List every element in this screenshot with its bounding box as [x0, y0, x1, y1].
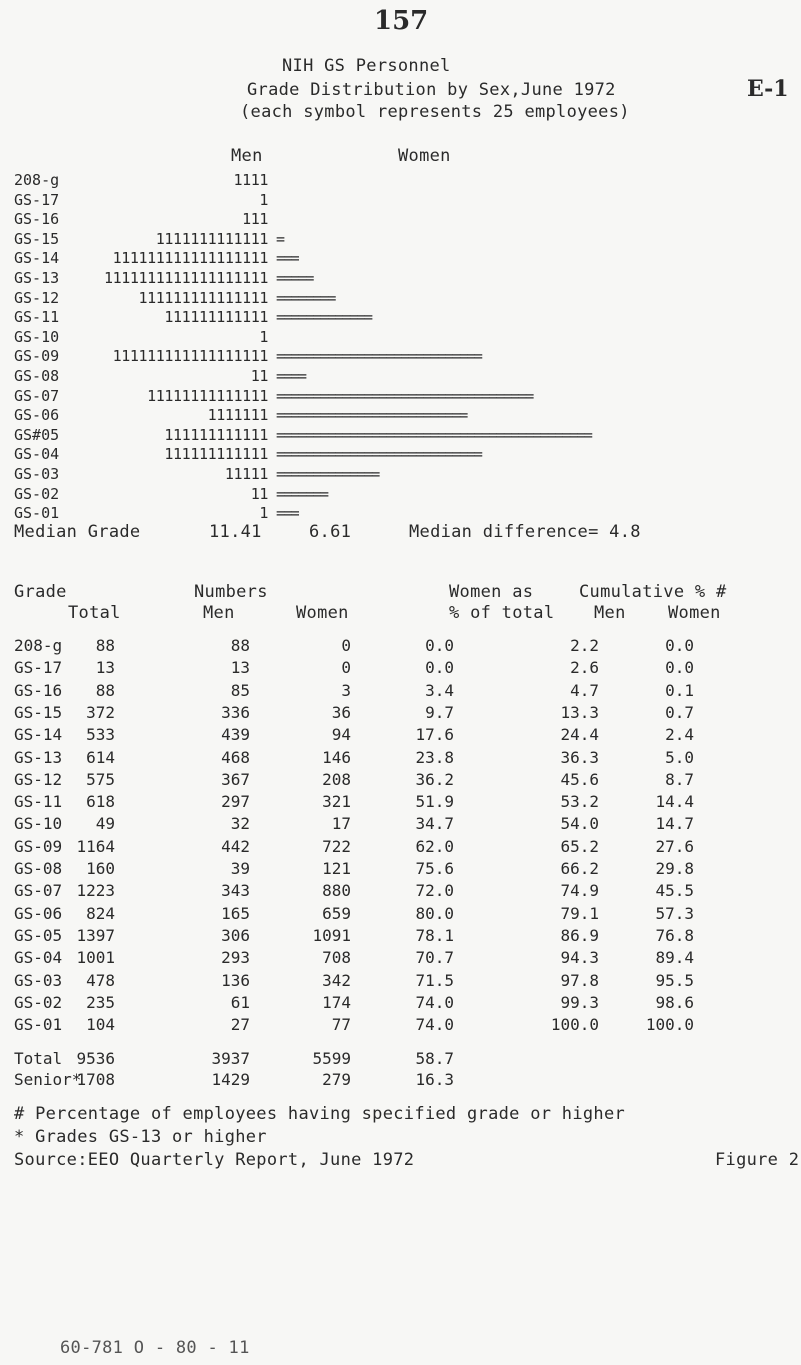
table-cell-women-pct: 34.7 — [415, 814, 454, 834]
table-cell-women-pct: 3.4 — [425, 680, 454, 700]
table-cell-women: 880 — [322, 881, 351, 901]
table-cell-cum-men: 45.6 — [560, 769, 599, 789]
figure-label: Figure 2 — [715, 1150, 800, 1170]
table-cell-women: 708 — [322, 948, 351, 968]
table-cell-cum-men: 100.0 — [550, 1015, 599, 1035]
histogram-women-bar: ============================ — [276, 347, 482, 366]
histogram-row — [0, 426, 801, 444]
table-cell-women-pct: 9.7 — [425, 702, 454, 722]
histogram-men-bar: 111111111111111111 — [112, 249, 268, 268]
table-cell-women: 208 — [322, 769, 351, 789]
table-cell-cum-women: 100.0 — [645, 1015, 694, 1035]
histogram-row — [0, 308, 801, 326]
table-cell-women-pct: 17.6 — [415, 725, 454, 745]
table-cell-cum-men: 54.0 — [560, 814, 599, 834]
histogram-men-bar: 111111111111111111 — [112, 347, 268, 366]
table-cell-men: 367 — [221, 769, 250, 789]
table-cell-grade: GS-17 — [14, 658, 63, 678]
table-cell-cum-men: 79.1 — [560, 903, 599, 923]
table-cell-cum-women: 0.0 — [665, 658, 694, 678]
table-cell-men: 439 — [221, 725, 250, 745]
table-cell-total: 1397 — [76, 925, 115, 945]
histogram-grade-label: GS-12 — [14, 288, 60, 307]
table-cell-cum-men: 86.9 — [560, 925, 599, 945]
table-cell-cum-men: 24.4 — [560, 725, 599, 745]
table-header-men: Men — [203, 603, 235, 623]
table-cell-cum-men: 66.2 — [560, 859, 599, 878]
table-cell-grade: GS-12 — [14, 769, 63, 789]
histogram-grade-label: GS-14 — [14, 249, 60, 268]
table-cell-women-pct: 62.0 — [415, 836, 454, 856]
histogram-grade-label: GS-13 — [14, 269, 60, 287]
table-cell-grade: GS-07 — [14, 881, 63, 901]
table-cell-grade: 208-g — [14, 636, 63, 655]
histogram-men-bar: 1 — [259, 190, 268, 209]
table-cell-cum-women: 29.8 — [655, 859, 694, 878]
table-cell-men: 336 — [221, 702, 250, 722]
footnote-senior: * Grades GS-13 or higher — [14, 1127, 267, 1147]
table-cell-total: 533 — [86, 725, 115, 745]
table-cell-women-pct: 74.0 — [415, 992, 454, 1012]
histogram-women-bar: ============== — [276, 465, 379, 483]
histogram-men-bar: 11111111111111 — [147, 386, 268, 405]
table-cell-total: 1001 — [76, 948, 115, 968]
histogram-women-bar: =================================== — [276, 386, 533, 405]
table-cell-cum-men: 4.7 — [570, 680, 599, 700]
table-cell-grade: GS-10 — [14, 814, 63, 834]
table-cell-women: 722 — [322, 836, 351, 856]
table-cell-women: 3 — [341, 680, 351, 700]
table-cell-cum-women: 0.1 — [665, 680, 694, 700]
histogram-men-bar: 111 — [242, 210, 268, 229]
histogram-men-bar: 11 — [250, 484, 268, 503]
table-cell-total: 88 — [95, 680, 115, 700]
table-cell-grade: GS-08 — [14, 859, 63, 878]
table-cell-women-pct: 58.7 — [415, 1049, 454, 1068]
histogram-women-bar: === — [276, 504, 298, 523]
histogram-men-bar: 1111111 — [207, 406, 268, 425]
table-cell-total: 104 — [86, 1015, 115, 1035]
table-cell-women-pct: 51.9 — [415, 792, 454, 812]
table-cell-cum-women: 0.7 — [665, 702, 694, 722]
table-cell-grade: GS-14 — [14, 725, 63, 745]
table-cell-men: 13 — [230, 658, 250, 678]
histogram-women-bar: ======= — [276, 484, 328, 503]
table-row — [0, 859, 801, 881]
histogram-row — [0, 289, 801, 307]
histogram-men-bar: 11 — [250, 367, 268, 385]
histogram-grade-label: GS-10 — [14, 327, 60, 346]
table-cell-total: 824 — [86, 903, 115, 923]
histogram-men-bar: 111111111111 — [164, 445, 268, 464]
print-code: 60-781 O - 80 - 11 — [60, 1338, 250, 1358]
histogram-men-bar: 1111111111111111111 — [104, 269, 268, 287]
histogram-row — [0, 406, 801, 424]
histogram-row — [0, 445, 801, 463]
histogram-men-bar: 11111 — [224, 465, 268, 483]
table-cell-men: 1429 — [211, 1070, 250, 1089]
table-row — [0, 1070, 801, 1092]
table-row — [0, 658, 801, 680]
histogram-grade-label: GS-15 — [14, 229, 60, 248]
table-cell-grade: Senior* — [14, 1070, 82, 1089]
histogram-grade-label: GS-07 — [14, 386, 60, 405]
table-header-total: Total — [68, 603, 121, 623]
table-cell-total: 614 — [86, 747, 115, 767]
table-cell-total: 1708 — [76, 1070, 115, 1089]
table-cell-cum-men: 2.2 — [570, 636, 599, 655]
table-row — [0, 837, 801, 859]
histogram-women-bar: ========================== — [276, 406, 467, 425]
table-cell-women-pct: 78.1 — [415, 925, 454, 945]
table-cell-women: 279 — [322, 1070, 351, 1089]
table-row — [0, 748, 801, 770]
table-cell-grade: GS-15 — [14, 702, 63, 722]
table-cell-grade: GS-05 — [14, 925, 63, 945]
table-row — [0, 1049, 801, 1071]
table-cell-men: 32 — [230, 814, 250, 834]
table-cell-cum-women: 76.8 — [655, 925, 694, 945]
table-cell-men: 165 — [221, 903, 250, 923]
table-cell-cum-men: 53.2 — [560, 792, 599, 812]
histogram-women-bar: ============= — [276, 308, 372, 327]
table-cell-total: 372 — [86, 702, 115, 722]
table-cell-grade: GS-16 — [14, 680, 63, 700]
table-cell-women: 77 — [331, 1015, 351, 1035]
table-cell-men: 297 — [221, 792, 250, 812]
table-cell-cum-men: 13.3 — [560, 702, 599, 722]
histogram-men-bar: 1111 — [233, 171, 268, 189]
table-row — [0, 814, 801, 836]
table-cell-total: 575 — [86, 769, 115, 789]
table-cell-cum-women: 8.7 — [665, 769, 694, 789]
table-cell-women: 1091 — [312, 925, 351, 945]
table-cell-men: 343 — [221, 881, 250, 901]
histogram-row — [0, 367, 801, 385]
table-row — [0, 904, 801, 926]
histogram-row — [0, 347, 801, 365]
histogram-row — [0, 269, 801, 287]
table-cell-women: 342 — [322, 970, 351, 990]
histogram-women-bar: = — [276, 229, 284, 248]
table-header-cumulative: Cumulative % # — [579, 582, 727, 602]
table-cell-men: 39 — [230, 859, 250, 878]
table-cell-cum-women: 57.3 — [655, 903, 694, 923]
table-cell-total: 88 — [95, 636, 115, 655]
histogram-row — [0, 465, 801, 483]
table-cell-total: 478 — [86, 970, 115, 990]
table-row — [0, 948, 801, 970]
table-cell-women-pct: 16.3 — [415, 1070, 454, 1089]
table-cell-women: 36 — [331, 702, 351, 722]
table-cell-cum-women: 95.5 — [655, 970, 694, 990]
histogram-men-bar: 111111111111 — [164, 308, 268, 327]
table-cell-women-pct: 74.0 — [415, 1015, 454, 1035]
median-grade-label: Median Grade — [14, 522, 141, 542]
footnote-cumulative: # Percentage of employees having specified grade or higher — [14, 1104, 626, 1124]
median-difference: Median difference= 4.8 — [409, 522, 641, 542]
histogram-grade-label: 208-g — [14, 171, 60, 189]
histogram-men-bar: 1111111111111 — [155, 229, 268, 248]
histogram-row — [0, 230, 801, 248]
histogram-row — [0, 485, 801, 503]
table-row — [0, 926, 801, 948]
histogram-women-bar: ===== — [276, 269, 313, 287]
table-cell-women: 0 — [341, 636, 351, 655]
table-row — [0, 703, 801, 725]
table-row — [0, 971, 801, 993]
table-header-cum-women: Women — [668, 603, 721, 623]
table-cell-men: 293 — [221, 948, 250, 968]
table-cell-grade: GS-06 — [14, 903, 63, 923]
table-cell-men: 88 — [230, 636, 250, 655]
table-cell-men: 61 — [230, 992, 250, 1012]
table-cell-total: 9536 — [76, 1049, 115, 1068]
table-cell-women: 121 — [322, 859, 351, 878]
table-cell-women-pct: 0.0 — [425, 636, 454, 655]
table-cell-women: 659 — [322, 903, 351, 923]
histogram-grade-label: GS-11 — [14, 308, 60, 327]
table-header-cum-men: Men — [594, 603, 626, 623]
table-cell-cum-men: 65.2 — [560, 836, 599, 856]
title-line-1: NIH GS Personnel — [282, 56, 451, 76]
table-cell-cum-men: 94.3 — [560, 948, 599, 968]
table-cell-grade: Total — [14, 1049, 63, 1068]
table-row — [0, 792, 801, 814]
table-cell-total: 235 — [86, 992, 115, 1012]
table-cell-men: 85 — [230, 680, 250, 700]
table-cell-total: 49 — [95, 814, 115, 834]
table-row — [0, 681, 801, 703]
histogram-men-bar: 111111111111 — [164, 425, 268, 444]
table-cell-total: 160 — [86, 859, 115, 878]
table-cell-cum-women: 27.6 — [655, 836, 694, 856]
table-cell-women: 94 — [331, 725, 351, 745]
table-cell-total: 1223 — [76, 881, 115, 901]
table-cell-total: 13 — [95, 658, 115, 678]
table-cell-cum-women: 14.7 — [655, 814, 694, 834]
histogram-grade-label: GS-16 — [14, 210, 60, 229]
histogram-grade-label: GS-17 — [14, 190, 60, 209]
median-men-value: 11.41 — [209, 522, 262, 542]
histogram-men-bar: 1 — [259, 327, 268, 346]
histogram-grade-label: GS-06 — [14, 406, 60, 425]
histogram-row — [0, 387, 801, 405]
median-women-value: 6.61 — [309, 522, 352, 542]
table-cell-women-pct: 72.0 — [415, 881, 454, 901]
table-cell-total: 618 — [86, 792, 115, 812]
histogram-women-bar: === — [276, 249, 298, 268]
table-cell-cum-women: 5.0 — [665, 747, 694, 767]
histogram-grade-label: GS-02 — [14, 484, 60, 503]
table-cell-cum-men: 99.3 — [560, 992, 599, 1012]
histogram-women-header: Women — [398, 146, 451, 166]
table-cell-cum-men: 97.8 — [560, 970, 599, 990]
histogram-grade-label: GS-01 — [14, 504, 60, 523]
table-cell-women: 5599 — [312, 1049, 351, 1068]
table-cell-grade: GS-13 — [14, 747, 63, 767]
table-cell-grade: GS-02 — [14, 992, 63, 1012]
title-line-2: Grade Distribution by Sex,June 1972 — [247, 80, 616, 100]
table-row — [0, 725, 801, 747]
table-cell-men: 468 — [221, 747, 250, 767]
footnote-source: Source:EEO Quarterly Report, June 1972 — [14, 1150, 415, 1170]
histogram-men-header: Men — [231, 146, 263, 166]
table-cell-women: 0 — [341, 658, 351, 678]
histogram-grade-label: GS-03 — [14, 465, 60, 483]
histogram-row — [0, 210, 801, 228]
table-row — [0, 636, 801, 658]
table-header-women-as: Women as — [449, 582, 534, 602]
table-cell-grade: GS-11 — [14, 792, 63, 812]
table-cell-women-pct: 70.7 — [415, 948, 454, 968]
table-row — [0, 1015, 801, 1037]
page-number: 157 — [374, 6, 429, 36]
table-header-women: Women — [296, 603, 349, 623]
histogram-grade-label: GS-04 — [14, 445, 60, 464]
histogram-women-bar: =========================================== — [276, 425, 592, 444]
table-cell-cum-women: 0.0 — [665, 636, 694, 655]
histogram-row — [0, 191, 801, 209]
table-cell-cum-women: 2.4 — [665, 725, 694, 745]
table-cell-women-pct: 36.2 — [415, 769, 454, 789]
histogram-grade-label: GS-09 — [14, 347, 60, 366]
table-cell-grade: GS-03 — [14, 970, 63, 990]
table-cell-women: 174 — [322, 992, 351, 1012]
table-cell-cum-men: 36.3 — [560, 747, 599, 767]
table-row — [0, 770, 801, 792]
histogram-women-bar: ============================ — [276, 445, 482, 464]
table-cell-women-pct: 23.8 — [415, 747, 454, 767]
table-cell-grade: GS-04 — [14, 948, 63, 968]
table-cell-men: 442 — [221, 836, 250, 856]
table-cell-women: 146 — [322, 747, 351, 767]
title-line-3: (each symbol represents 25 employees) — [240, 102, 630, 122]
histogram-women-bar: ======== — [276, 288, 335, 307]
table-cell-men: 3937 — [211, 1049, 250, 1068]
table-cell-men: 27 — [230, 1015, 250, 1035]
table-row — [0, 993, 801, 1015]
table-header-numbers: Numbers — [194, 582, 268, 602]
histogram-row — [0, 249, 801, 267]
table-cell-grade: GS-09 — [14, 836, 63, 856]
table-cell-grade: GS-01 — [14, 1015, 63, 1035]
table-cell-cum-women: 89.4 — [655, 948, 694, 968]
table-cell-women-pct: 80.0 — [415, 903, 454, 923]
table-cell-cum-women: 98.6 — [655, 992, 694, 1012]
histogram-row — [0, 328, 801, 346]
histogram-row — [0, 171, 801, 189]
histogram-grade-label: GS-08 — [14, 367, 60, 385]
table-cell-cum-men: 2.6 — [570, 658, 599, 678]
table-cell-women: 321 — [322, 792, 351, 812]
histogram-grade-label: GS#05 — [14, 425, 60, 444]
table-cell-women-pct: 0.0 — [425, 658, 454, 678]
table-row — [0, 881, 801, 903]
histogram-women-bar: ==== — [276, 367, 306, 385]
histogram-men-bar: 111111111111111 — [138, 288, 268, 307]
table-cell-women-pct: 75.6 — [415, 859, 454, 878]
table-cell-women: 17 — [331, 814, 351, 834]
table-cell-women-pct: 71.5 — [415, 970, 454, 990]
table-cell-cum-men: 74.9 — [560, 881, 599, 901]
table-cell-men: 306 — [221, 925, 250, 945]
table-cell-men: 136 — [221, 970, 250, 990]
table-cell-total: 1164 — [76, 836, 115, 856]
histogram-row — [0, 504, 801, 522]
histogram-men-bar: 1 — [259, 504, 268, 523]
table-header-grade: Grade — [14, 582, 67, 602]
table-cell-cum-women: 45.5 — [655, 881, 694, 901]
table-cell-cum-women: 14.4 — [655, 792, 694, 812]
corner-label: E-1 — [747, 76, 789, 102]
table-header-pct-total: % of total — [449, 603, 555, 623]
